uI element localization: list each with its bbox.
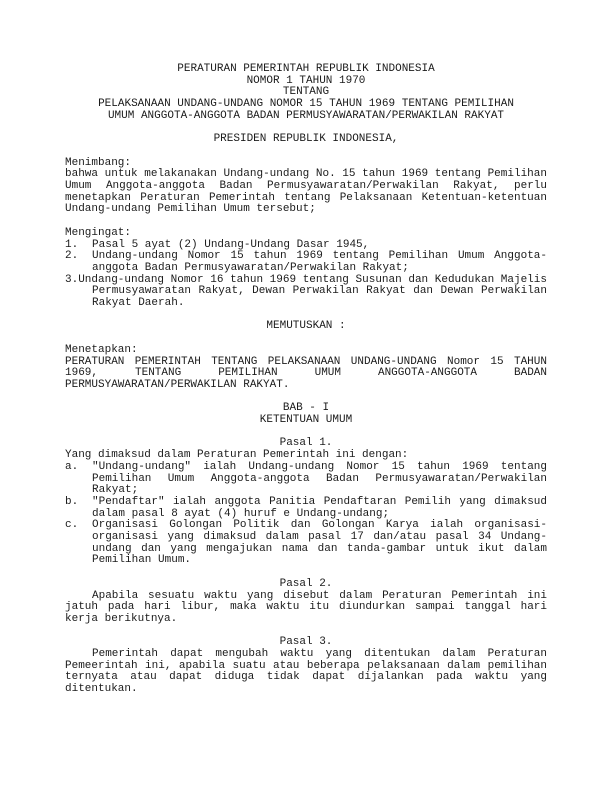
pasal-3-section	[65, 637, 547, 696]
pasal-1-section	[65, 438, 547, 567]
item-letter: a.	[65, 460, 79, 473]
memutuskan-heading: MEMUTUSKAN :	[266, 320, 346, 333]
pasal-1-item-c	[65, 520, 547, 567]
bab-heading: BAB - I	[282, 402, 330, 415]
presiden-heading: PRESIDEN REPUBLIK INDONESIA,	[213, 133, 399, 146]
item-number: 1.	[65, 238, 79, 251]
item-text: "Pendaftar" ialah anggota Panitia Pendaftaran Pemilih yang dimaksud dalam pasal 8 ayat (4) huruf e Undang-undang;	[92, 495, 547, 520]
mengingat-section	[65, 228, 547, 310]
pasal-2-heading: Pasal 2.	[279, 577, 333, 590]
item-text: Undang-undang Nomor 16 tahun 1969 tentang Susunan dan Kedudukan Majelis Permusyawaratan Rakyat, Dewan Perwakilan Rakyat dan Dewan Perwakilan Rakyat Daerah.	[78, 273, 547, 310]
item-text: "Undang-undang" ialah Undang-undang Nomor 15 tahun 1969 tentang Pemilihan Umum Anggota-anggota Badan Permusyawaratan/Perwakilan Rakyat;	[92, 460, 547, 497]
mengingat-item-2	[65, 251, 547, 274]
pasal-1-item-a	[65, 462, 547, 497]
bab-1-heading-block	[65, 403, 547, 426]
item-letter: b.	[65, 495, 79, 508]
pasal-2-text: Apabila sesuatu waktu yang disebut dalam Peraturan Pemerintah ini jatuh pada hari libur, maka waktu itu diundurkan sampai tanggal hari kerja berikutnya.	[65, 589, 547, 625]
title-line-3: TENTANG	[282, 86, 330, 99]
item-text: Pasal 5 ayat (2) Undang-Undang Dasar 1945,	[92, 238, 370, 251]
pasal-3-heading: Pasal 3.	[279, 636, 333, 649]
document-title-block	[65, 64, 547, 123]
bab-subheading: KETENTUAN UMUM	[259, 414, 353, 426]
menimbang-text: bahwa untuk melakanakan Undang-undang No. 15 tahun 1969 tentang Pemilihan Umum Anggota-anggota Badan Permusyawaratan/Perwakilan Rakyat, perlu menetapkan Peraturan Pemerintah tentang Pelaksanaan Ketentuan-ketentuan Undang-undang Pemilihan Umum tersebut;	[65, 168, 547, 216]
item-letter: c.	[65, 519, 79, 532]
menetapkan-label: Menetapkan:	[65, 343, 138, 356]
pasal-2-section	[65, 579, 547, 626]
item-number: 3.	[65, 273, 79, 286]
pasal-1-heading: Pasal 1.	[279, 437, 333, 450]
title-line-1: PERATURAN PEMERINTAH REPUBLIK INDONESIA	[177, 63, 435, 75]
item-text: Undang-undang Nomor 15 tahun 1969 tentang Pemilihan Umum Anggota-anggota Badan Permusyawaratan/Perwakilan Rakyat;	[92, 250, 547, 274]
item-text: Organisasi Golongan Politik dan Golongan Karya ialah organisasi-organisasi yang dimaksud dalam pasal 17 dan/atau pasal 34 Undang-undang dan yang mengajukan nama dan tanda-gambar untuk ikut dalam Pemilihan Umum.	[92, 519, 547, 567]
mengingat-item-3	[65, 275, 547, 310]
title-line-2: NOMOR 1 TAHUN 1970	[246, 74, 366, 87]
item-number: 2.	[65, 250, 79, 263]
pasal-1-item-b	[65, 497, 547, 520]
menimbang-section	[65, 158, 547, 217]
title-line-5: UMUM ANGGOTA-ANGGOTA BADAN PERMUSYAWARATAN/PERWAKILAN RAKYAT	[107, 109, 505, 122]
title-line-4: PELAKSANAAN UNDANG-UNDANG NOMOR 15 TAHUN 1969 TENTANG PEMILIHAN	[98, 98, 514, 111]
menetapkan-section	[65, 345, 547, 392]
pasal-3-text: Pemerintah dapat mengubah waktu yang ditentukan dalam Peraturan Pemeerintah ini, apabila suatu atau beberapa pelaksanaan dalam pemilihan ternyata atau dapat diduga tidak dapat dijalankan pada waktu yang ditentukan.	[65, 648, 547, 696]
menetapkan-text: PERATURAN PEMERINTAH TENTANG PELAKSANAAN UNDANG-UNDANG Nomor 15 TAHUN 1969, TENTANG PEMILIHAN UMUM ANGGOTA-ANGGOTA BADAN PERMUSYAWARATAN/PERWAKILAN RAKYAT.	[65, 355, 547, 391]
mengingat-label: Mengingat:	[65, 226, 132, 239]
menimbang-label: Menimbang:	[65, 156, 132, 169]
pasal-1-intro: Yang dimaksud dalam Peraturan Pemerintah ini dengan:	[65, 449, 409, 462]
